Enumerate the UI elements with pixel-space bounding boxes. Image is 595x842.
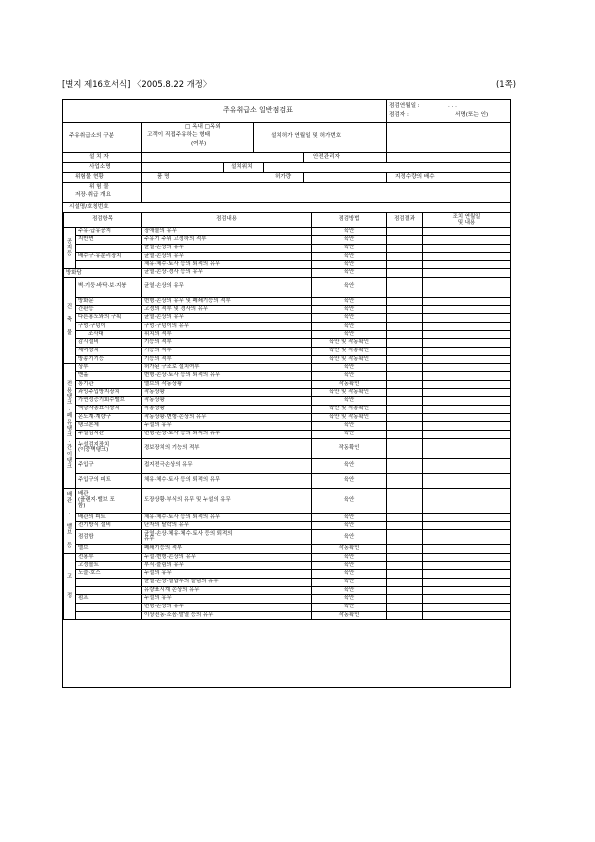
header-content: 점검내용 bbox=[142, 213, 312, 228]
table-row bbox=[64, 545, 511, 553]
result-cell[interactable] bbox=[387, 252, 423, 260]
result-cell[interactable] bbox=[387, 330, 423, 338]
action-cell[interactable] bbox=[423, 269, 511, 277]
item-cell: 온도계·계량구 bbox=[76, 413, 142, 421]
item-cell bbox=[76, 578, 142, 586]
action-cell[interactable] bbox=[423, 372, 511, 380]
method-cell: 육안 bbox=[312, 513, 387, 521]
method-cell: 작동확인 bbox=[312, 380, 387, 388]
content-cell: 작동상황 bbox=[142, 405, 312, 413]
method-cell: 육안 bbox=[312, 322, 387, 330]
result-cell[interactable] bbox=[387, 314, 423, 322]
result-cell[interactable] bbox=[387, 297, 423, 305]
content-cell: 누설의 유무 bbox=[142, 570, 312, 578]
table-row bbox=[64, 244, 511, 252]
result-cell[interactable] bbox=[387, 380, 423, 388]
inspection-form bbox=[62, 99, 511, 688]
hazmat-storage-label-2: 저장·취급 개요 bbox=[75, 192, 111, 198]
result-cell[interactable] bbox=[387, 430, 423, 438]
item-cell: 탱크본체 bbox=[76, 422, 142, 430]
content-cell: 주유기 주위 고정하의 적부 bbox=[142, 236, 312, 244]
page-number: (1쪽) bbox=[496, 79, 516, 89]
category-cell: 고 정 bbox=[64, 553, 76, 619]
table-row bbox=[64, 261, 511, 269]
table-header-row bbox=[64, 213, 511, 228]
item-cell: 통기관 bbox=[76, 380, 142, 388]
content-cell: 허가된 구조로 설치여부 bbox=[142, 364, 312, 372]
table-row bbox=[64, 330, 511, 338]
result-cell[interactable] bbox=[387, 611, 423, 619]
method-cell: 육안 및 작동확인 bbox=[312, 413, 387, 421]
content-cell: 체유·체수·토사 등의 퇴적의 유무 bbox=[142, 261, 312, 269]
item-cell: 누설검지관 bbox=[76, 430, 142, 438]
content-cell: 누설의 유무 bbox=[142, 595, 312, 603]
header-action: 조치 연월일 및 내용 bbox=[423, 213, 511, 228]
item-cell: 펌프 bbox=[76, 595, 142, 603]
action-cell[interactable] bbox=[423, 364, 511, 372]
item-cell: 전용부 bbox=[76, 553, 142, 561]
result-cell[interactable] bbox=[387, 438, 423, 458]
content-cell: 변형·손상의 유무 및 폐쇄기능의 적부 bbox=[142, 297, 312, 305]
result-cell[interactable] bbox=[387, 389, 423, 397]
action-cell[interactable] bbox=[423, 430, 511, 438]
form-title: 주유취급소 일반점검표 bbox=[223, 106, 293, 114]
table-row bbox=[64, 522, 511, 530]
table-row bbox=[64, 228, 511, 236]
item-cell: 배관의 피트 bbox=[76, 513, 142, 521]
result-cell[interactable] bbox=[387, 372, 423, 380]
item-cell: 방송기기등 bbox=[76, 355, 142, 363]
category-cell: 방화담 bbox=[64, 269, 142, 277]
action-cell[interactable] bbox=[423, 603, 511, 611]
form-top-block bbox=[63, 100, 510, 212]
item-cell: 벽·기둥·바닥·보·지붕 bbox=[76, 277, 142, 297]
item-cell: 맨홀 bbox=[76, 372, 142, 380]
business-name-label: 사업소명 bbox=[89, 164, 111, 170]
content-cell: 균열·손상의 유무 bbox=[142, 252, 312, 260]
content-cell: 균열·손상의 유무 bbox=[142, 277, 312, 297]
result-cell[interactable] bbox=[387, 570, 423, 578]
method-cell: 육안 bbox=[312, 530, 387, 545]
content-cell: 고정의 적부 및 경사의 유무 bbox=[142, 306, 312, 314]
item-cell: 액량자동표시장치 bbox=[76, 405, 142, 413]
table-row bbox=[64, 458, 511, 473]
signature-label: 서명(또는 인) bbox=[455, 112, 489, 118]
inspection-date-value: . . . bbox=[448, 103, 457, 109]
action-cell[interactable] bbox=[423, 413, 511, 421]
self-service-label: 고객이 직접주유하는 형태 bbox=[147, 132, 210, 138]
action-cell[interactable] bbox=[423, 595, 511, 603]
item-cell: 제어장치 bbox=[76, 347, 142, 355]
method-cell: 육안 bbox=[312, 488, 387, 513]
table-row bbox=[64, 380, 511, 388]
method-cell: 육안 bbox=[312, 430, 387, 438]
method-cell: 육안 bbox=[312, 595, 387, 603]
action-cell[interactable] bbox=[423, 355, 511, 363]
table-row bbox=[64, 422, 511, 430]
action-cell[interactable] bbox=[423, 252, 511, 260]
action-cell[interactable] bbox=[423, 228, 511, 236]
inspection-date-label: 점검연월일 : bbox=[389, 103, 420, 109]
result-cell[interactable] bbox=[387, 364, 423, 372]
item-cell: 상부 bbox=[76, 364, 142, 372]
table-row bbox=[64, 586, 511, 594]
installer-label: 설 치 자 bbox=[89, 154, 109, 160]
content-cell: 장애물의 유무 bbox=[142, 228, 312, 236]
table-row bbox=[64, 405, 511, 413]
result-cell[interactable] bbox=[387, 277, 423, 297]
item-cell: 다른용도와의 구획 bbox=[76, 314, 142, 322]
result-cell[interactable] bbox=[387, 530, 423, 545]
result-cell[interactable] bbox=[387, 413, 423, 421]
item-cell: 구멍·구덩이 bbox=[76, 322, 142, 330]
content-cell: 경보장치의 기능의 적부 bbox=[142, 438, 312, 458]
action-cell[interactable] bbox=[423, 545, 511, 553]
table-row bbox=[64, 578, 511, 586]
action-cell[interactable] bbox=[423, 277, 511, 297]
category-cell: 배 관 · 밸 브 등 bbox=[64, 488, 76, 553]
table-row bbox=[64, 339, 511, 347]
table-row bbox=[64, 364, 511, 372]
method-cell: 육안 bbox=[312, 397, 387, 405]
permit-date-label: 설치허가 연월일 및 허가번호 bbox=[271, 133, 342, 139]
method-cell: 육안 및 작동확인 bbox=[312, 389, 387, 397]
content-cell: 구멍·구덩이의 유무 bbox=[142, 322, 312, 330]
result-cell[interactable] bbox=[387, 553, 423, 561]
action-cell[interactable] bbox=[423, 530, 511, 545]
safety-manager-label: 안전관리자 bbox=[313, 154, 341, 160]
facility-type-option: □ 옥내 □옥외 bbox=[185, 124, 221, 130]
inspector-label: 점검자 : bbox=[389, 112, 409, 118]
content-cell: 부식·풀림의 유무 bbox=[142, 562, 312, 570]
action-cell[interactable] bbox=[423, 586, 511, 594]
item-cell bbox=[76, 586, 142, 594]
method-cell: 작동확인 bbox=[312, 611, 387, 619]
method-cell: 육안 bbox=[312, 244, 387, 252]
action-cell[interactable] bbox=[423, 405, 511, 413]
product-name-label: 품 명 bbox=[157, 174, 170, 180]
item-cell: 점검함 bbox=[76, 530, 142, 545]
item-cell: 과잉주입방지장치 bbox=[76, 389, 142, 397]
table-row bbox=[64, 347, 511, 355]
method-cell: 육안 bbox=[312, 603, 387, 611]
item-cell bbox=[76, 603, 142, 611]
content-cell: 기능의 적부 bbox=[142, 347, 312, 355]
content-cell: 변형·손상의 유무 bbox=[142, 603, 312, 611]
category-cell: 건 축 물 bbox=[64, 277, 76, 363]
item-cell: 배관 (플랜지·밸브 포 함) bbox=[76, 488, 142, 513]
item-cell: 지반면 bbox=[76, 236, 142, 244]
result-cell[interactable] bbox=[387, 306, 423, 314]
action-cell[interactable] bbox=[423, 562, 511, 570]
content-cell: 변형·손상·토사 등의 퇴적의 유무 bbox=[142, 430, 312, 438]
result-cell[interactable] bbox=[387, 228, 423, 236]
table-row bbox=[64, 430, 511, 438]
content-cell: 이상진동·소음·발열 등의 유무 bbox=[142, 611, 312, 619]
item-cell bbox=[76, 244, 142, 252]
content-cell: 누설의 유무 bbox=[142, 422, 312, 430]
action-cell[interactable] bbox=[423, 314, 511, 322]
result-cell[interactable] bbox=[387, 269, 423, 277]
method-cell: 육안 bbox=[312, 236, 387, 244]
header-method: 점검방법 bbox=[312, 213, 387, 228]
item-cell: 가연성증기회수밸브 bbox=[76, 397, 142, 405]
content-cell: 폐쇄기능의 적부 bbox=[142, 545, 312, 553]
method-cell: 육안 bbox=[312, 269, 387, 277]
method-cell: 육안 bbox=[312, 297, 387, 305]
header-result: 점검결과 bbox=[387, 213, 423, 228]
item-cell: 감시설비 bbox=[76, 339, 142, 347]
method-cell: 육안 및 작동확인 bbox=[312, 339, 387, 347]
action-cell[interactable] bbox=[423, 488, 511, 513]
category-cell: 공 지 등 bbox=[64, 228, 76, 269]
result-cell[interactable] bbox=[387, 522, 423, 530]
table-row bbox=[64, 252, 511, 260]
table-row bbox=[64, 530, 511, 545]
permit-quantity-label: 허가량 bbox=[275, 174, 292, 180]
action-cell[interactable] bbox=[423, 578, 511, 586]
content-cell: 균열·손상의 유무 bbox=[142, 244, 312, 252]
inspection-table bbox=[63, 212, 511, 620]
header-item: 점검항목 bbox=[64, 213, 142, 228]
content-cell: 위치의 적부 bbox=[142, 330, 312, 338]
method-cell: 육안 bbox=[312, 261, 387, 269]
item-cell: 방화문 bbox=[76, 297, 142, 305]
result-cell[interactable] bbox=[387, 322, 423, 330]
content-cell: 누설·변형·손상의 유무 bbox=[142, 553, 312, 561]
content-cell: 균열·손상·경사 등의 유무 bbox=[142, 269, 312, 277]
item-cell: 주입구의 피트 bbox=[76, 473, 142, 488]
content-cell: 균열·손상·결합부의 풀림의 유무 bbox=[142, 578, 312, 586]
result-cell[interactable] bbox=[387, 405, 423, 413]
designated-quantity-label: 지정수량의 배수 bbox=[395, 174, 435, 180]
content-cell: 도장상황·부식의 유무 및 누설의 유무 bbox=[142, 488, 312, 513]
hazmat-status-label: 위험물 현황 bbox=[75, 174, 104, 180]
action-cell[interactable] bbox=[423, 297, 511, 305]
method-cell: 육안 bbox=[312, 306, 387, 314]
method-cell: 육안 및 작동확인 bbox=[312, 405, 387, 413]
table-row bbox=[64, 355, 511, 363]
item-cell: 누설검지장치 (이중벽탱크) bbox=[76, 438, 142, 458]
form-header bbox=[62, 78, 516, 90]
method-cell: 육안 bbox=[312, 586, 387, 594]
result-cell[interactable] bbox=[387, 578, 423, 586]
method-cell: 육안 bbox=[312, 570, 387, 578]
result-cell[interactable] bbox=[387, 513, 423, 521]
action-cell[interactable] bbox=[423, 322, 511, 330]
result-cell[interactable] bbox=[387, 603, 423, 611]
action-cell[interactable] bbox=[423, 244, 511, 252]
table-row bbox=[64, 236, 511, 244]
action-cell[interactable] bbox=[423, 513, 511, 521]
item-cell: 전기방식 설비 bbox=[76, 522, 142, 530]
table-row bbox=[64, 438, 511, 458]
content-cell: 기능의 적부 bbox=[142, 339, 312, 347]
method-cell: 육안 bbox=[312, 228, 387, 236]
action-cell[interactable] bbox=[423, 553, 511, 561]
table-row bbox=[64, 413, 511, 421]
table-row bbox=[64, 397, 511, 405]
self-service-yesno: (여부) bbox=[191, 141, 207, 147]
content-cell: 체유·체수·토사 등의 퇴적의 유무 bbox=[142, 513, 312, 521]
action-cell[interactable] bbox=[423, 438, 511, 458]
content-cell: 기능의 적부 bbox=[142, 355, 312, 363]
result-cell[interactable] bbox=[387, 545, 423, 553]
method-cell: 육안 bbox=[312, 522, 387, 530]
action-cell[interactable] bbox=[423, 380, 511, 388]
result-cell[interactable] bbox=[387, 261, 423, 269]
facility-type-label: 주유취급소의 구분 bbox=[69, 133, 115, 139]
item-cell: 배수구·유분리장치 bbox=[76, 252, 142, 260]
table-row bbox=[64, 277, 511, 297]
table-row bbox=[64, 513, 511, 521]
content-cell: 밸브의 작동상황 bbox=[142, 380, 312, 388]
item-cell: 주유·급유공지 bbox=[76, 228, 142, 236]
location-label: 설치위치 bbox=[231, 164, 253, 170]
action-cell[interactable] bbox=[423, 330, 511, 338]
method-cell: 육안 및 작동확인 bbox=[312, 355, 387, 363]
method-cell: 육안 bbox=[312, 372, 387, 380]
method-cell: 육안 bbox=[312, 458, 387, 473]
form-number: [별지 제16호서식] 〈2005.8.22 개정〉 bbox=[62, 79, 212, 89]
result-cell[interactable] bbox=[387, 397, 423, 405]
item-cell bbox=[76, 261, 142, 269]
method-cell: 작동확인 bbox=[312, 438, 387, 458]
item-cell: 조사대 bbox=[76, 330, 142, 338]
content-cell: 작동상황 bbox=[142, 397, 312, 405]
content-cell: 체유·체수·토사 등의 퇴적의 유무 bbox=[142, 473, 312, 488]
item-cell: 밸브 bbox=[76, 545, 142, 553]
action-cell[interactable] bbox=[423, 389, 511, 397]
item-cell: 주입구 bbox=[76, 458, 142, 473]
table-row bbox=[64, 314, 511, 322]
content-cell: 접지전극손상의 유무 bbox=[142, 458, 312, 473]
method-cell: 육안 bbox=[312, 422, 387, 430]
result-cell[interactable] bbox=[387, 355, 423, 363]
content-cell: 유량표시계 손상의 유무 bbox=[142, 586, 312, 594]
result-cell[interactable] bbox=[387, 422, 423, 430]
method-cell: 육안 및 작동확인 bbox=[312, 347, 387, 355]
action-cell[interactable] bbox=[423, 522, 511, 530]
action-cell[interactable] bbox=[423, 339, 511, 347]
table-row bbox=[64, 595, 511, 603]
action-cell[interactable] bbox=[423, 347, 511, 355]
result-cell[interactable] bbox=[387, 339, 423, 347]
item-cell bbox=[76, 611, 142, 619]
method-cell: 작동확인 bbox=[312, 545, 387, 553]
result-cell[interactable] bbox=[387, 244, 423, 252]
content-cell: 균열·손상의 유무 bbox=[142, 314, 312, 322]
table-row bbox=[64, 473, 511, 488]
method-cell: 육안 bbox=[312, 578, 387, 586]
action-cell[interactable] bbox=[423, 570, 511, 578]
table-row bbox=[64, 389, 511, 397]
item-cell: 고정볼트 bbox=[76, 562, 142, 570]
table-row bbox=[64, 269, 511, 277]
method-cell: 육안 bbox=[312, 330, 387, 338]
result-cell[interactable] bbox=[387, 347, 423, 355]
content-cell: 변형·손상·토사 등의 퇴적의 유무 bbox=[142, 372, 312, 380]
action-cell[interactable] bbox=[423, 397, 511, 405]
result-cell[interactable] bbox=[387, 595, 423, 603]
method-cell: 육안 bbox=[312, 364, 387, 372]
action-cell[interactable] bbox=[423, 236, 511, 244]
category-cell: 전 용 탱 크 · 폐 유 탱 크 · 간 이 탱 크 bbox=[64, 364, 76, 489]
result-cell[interactable] bbox=[387, 473, 423, 488]
item-cell: 노즐·호스 bbox=[76, 570, 142, 578]
table-row bbox=[64, 570, 511, 578]
item-cell: 간판등 bbox=[76, 306, 142, 314]
table-row bbox=[64, 553, 511, 561]
method-cell: 육안 bbox=[312, 562, 387, 570]
result-cell[interactable] bbox=[387, 458, 423, 473]
action-cell[interactable] bbox=[423, 611, 511, 619]
content-cell: 작동상황·변형·손상의 유무 bbox=[142, 413, 312, 421]
result-cell[interactable] bbox=[387, 586, 423, 594]
method-cell: 육안 bbox=[312, 252, 387, 260]
method-cell: 육안 bbox=[312, 553, 387, 561]
table-row bbox=[64, 297, 511, 305]
action-cell[interactable] bbox=[423, 422, 511, 430]
action-cell[interactable] bbox=[423, 306, 511, 314]
result-cell[interactable] bbox=[387, 488, 423, 513]
table-row bbox=[64, 562, 511, 570]
license-number-label: 시설명/호칭번호 bbox=[69, 204, 109, 210]
table-row bbox=[64, 603, 511, 611]
content-cell: 단자의 탈락의 유무 bbox=[142, 522, 312, 530]
method-cell: 육안 bbox=[312, 473, 387, 488]
content-cell: 작동상황 bbox=[142, 389, 312, 397]
hazmat-storage-label-1: 위 험 물 bbox=[89, 184, 109, 190]
table-row bbox=[64, 322, 511, 330]
action-cell[interactable] bbox=[423, 458, 511, 473]
method-cell: 육안 bbox=[312, 277, 387, 297]
action-cell[interactable] bbox=[423, 261, 511, 269]
result-cell[interactable] bbox=[387, 562, 423, 570]
result-cell[interactable] bbox=[387, 236, 423, 244]
method-cell: 육안 bbox=[312, 314, 387, 322]
table-row bbox=[64, 488, 511, 513]
table-row bbox=[64, 306, 511, 314]
table-row bbox=[64, 372, 511, 380]
table-row bbox=[64, 611, 511, 619]
content-cell: 균열·손상·체유·체수·토사 등의 퇴적의 유무 bbox=[142, 530, 312, 545]
action-cell[interactable] bbox=[423, 473, 511, 488]
